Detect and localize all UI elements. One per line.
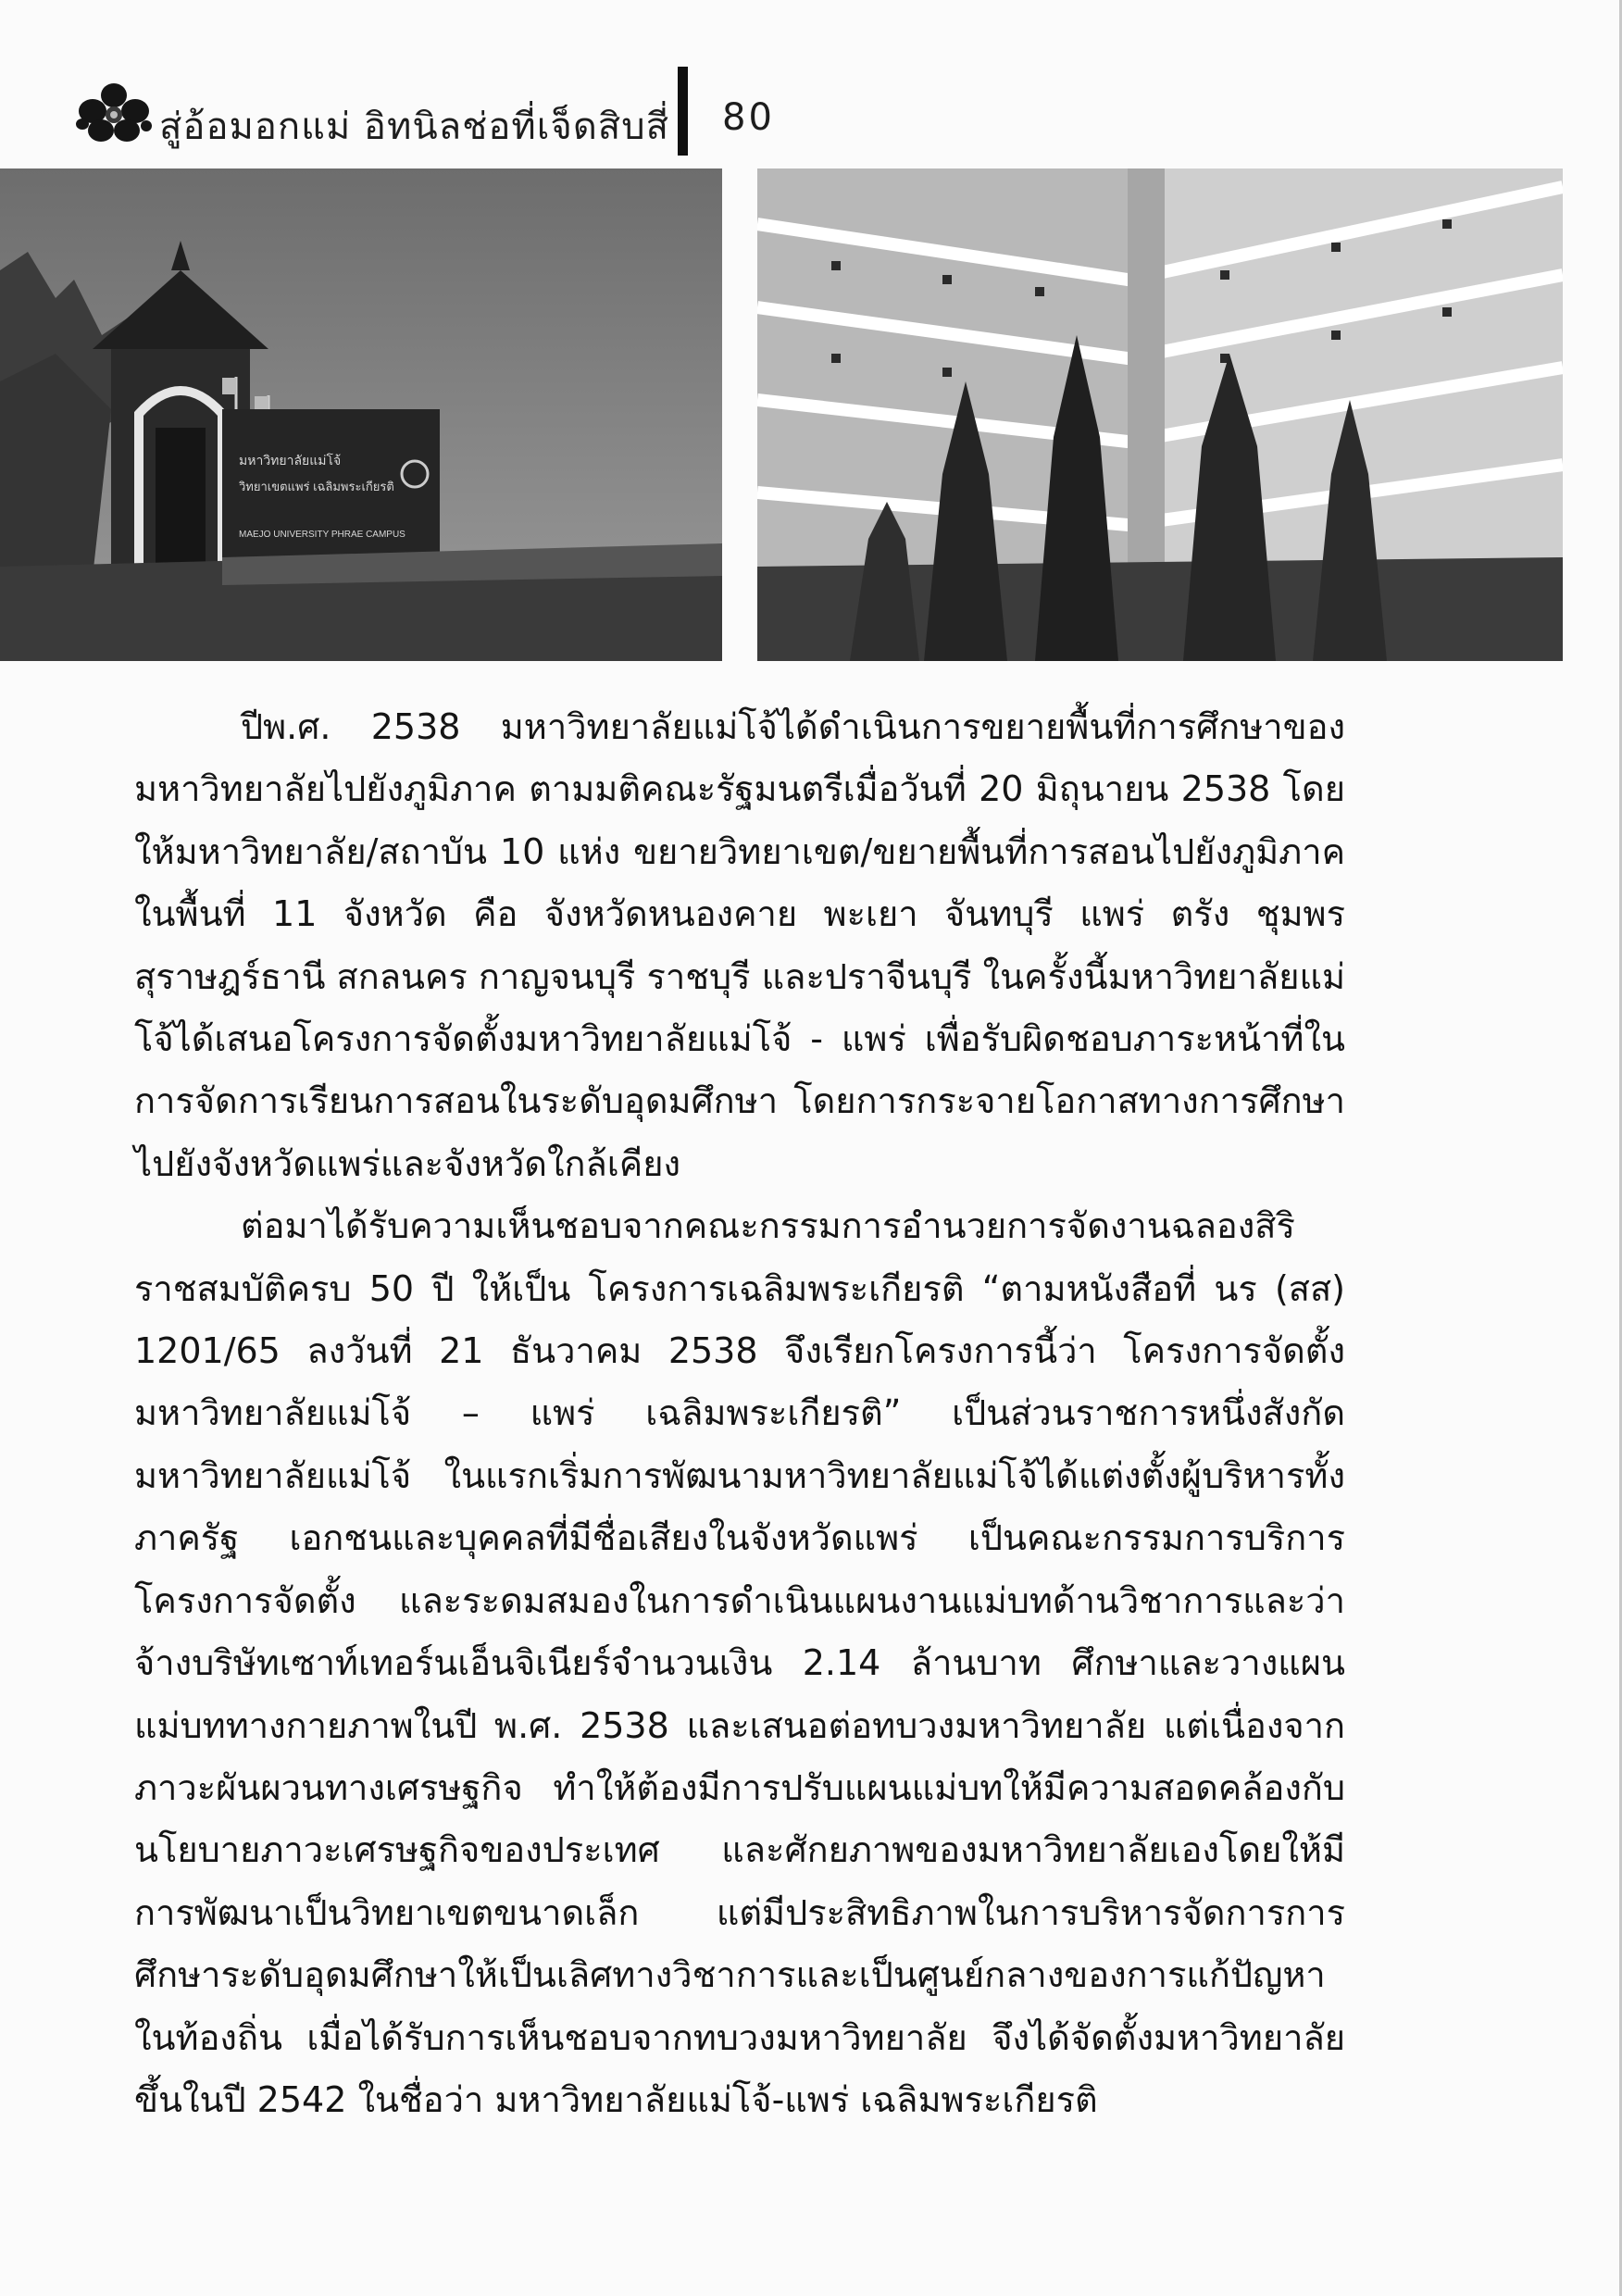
sign-line-1: มหาวิทยาลัยแม่โจ้ xyxy=(239,453,342,468)
page-number: 80 xyxy=(722,96,775,139)
running-header xyxy=(74,67,1463,168)
campus-building-photo xyxy=(757,168,1563,661)
campus-gate-photo xyxy=(0,168,722,661)
article-body xyxy=(134,696,1345,2131)
sign-line-3: MAEJO UNIVERSITY PHRAE CAMPUS xyxy=(239,530,406,540)
paragraph: ปีพ.ศ. 2538 มหาวิทยาลัยแม่โจ้ได้ดำเนินการขยายพื้นที่การศึกษาของมหาวิทยาลัยไปยังภูมิภาค ตามมติคณะรัฐมนตรีเมื่อวันที่ 20 มิถุนายน 2538 โดยให้มหาวิทยาลัย/สถาบัน 10 แห่ง ขยายวิทยาเขต/ขยายพื้นที่การสอนไปยังภูมิภาคในพื้นที่ 11 จังหวัด คือ จังหวัดหนองคาย พะเยา จันทบุรี แพร่ ตรัง ชุมพร สุราษฎร์ธานี สกลนคร กาญจนบุรี ราชบุรี และปราจีนบุรี ในครั้งนี้มหาวิทยาลัยแม่โจ้ได้เสนอโครงการจัดตั้งมหาวิทยาลัยแม่โจ้ - แพร่ เพื่อรับผิดชอบภาระหน้าที่ในการจัดการเรียนการสอนในระดับอุดมศึกษา โดยการกระจายโอกาสทางการศึกษาไปยังจังหวัดแพร่และจังหวัดใกล้เคียง xyxy=(134,706,1345,1184)
header-title: สู่อ้อมอกแม่ อิทนิลช่อที่เจ็ดสิบสี่ xyxy=(159,106,670,148)
paragraph: ต่อมาได้รับความเห็นชอบจากคณะกรรมการอำนวยการจัดงานฉลองสิริราชสมบัติครบ 50 ปี ให้เป็น โครงการเฉลิมพระเกียรติ “ตามหนังสือที่ นร (สส) 1201/65 ลงวันที่ 21 ธันวาคม 2538 จึงเรียกโครงการนี้ว่า โครงการจัดตั้งมหาวิทยาลัยแม่โจ้ – แพร่ เฉลิมพระเกียรติ” เป็นส่วนราชการหนึ่งสังกัดมหาวิทยาลัยแม่โจ้ ในแรกเริ่มการพัฒนามหาวิทยาลัยแม่โจ้ได้แต่งตั้งผู้บริหารทั้งภาครัฐ เอกชนและบุคคลที่มีชื่อเสียงในจังหวัดแพร่ เป็นคณะกรรมการบริการโครงการจัดตั้ง และระดมสมองในการดำเนินแผนงานแม่บทด้านวิชาการและว่าจ้างบริษัทเซาท์เทอร์นเอ็นจิเนียร์จำนวนเงิน 2.14 ล้านบาท ศึกษาและวางแผนแม่บททางกายภาพในปี พ.ศ. 2538 และเสนอต่อทบวงมหาวิทยาลัย แต่เนื่องจากภาวะผันผวนทางเศรษฐกิจ ทำให้ต้องมีการปรับแผนแม่บทให้มีความสอดคล้องกับนโยบายภาวะเศรษฐกิจของประเทศ และศักยภาพของมหาวิทยาลัยเองโดยให้มีการพัฒนาเป็นวิทยาเขตขนาดเล็ก แต่มีประสิทธิภาพในการบริหารจัดการการศึกษาระดับอุดมศึกษาให้เป็นเลิศทางวิชาการและเป็นศูนย์กลางของการแก้ปัญหาในท้องถิ่น เมื่อได้รับการเห็นชอบจากทบวงมหาวิทยาลัย จึงได้จัดตั้งมหาวิทยาลัยขึ้นในปี 2542 ในชื่อว่า มหาวิทยาลัยแม่โจ้-แพร่ เฉลิมพระเกียรติ xyxy=(134,1205,1345,2120)
flower-logo-icon xyxy=(74,80,154,146)
header-divider xyxy=(678,67,688,156)
sign-line-2: วิทยาเขตแพร่ เฉลิมพระเกียรติ xyxy=(239,480,394,493)
